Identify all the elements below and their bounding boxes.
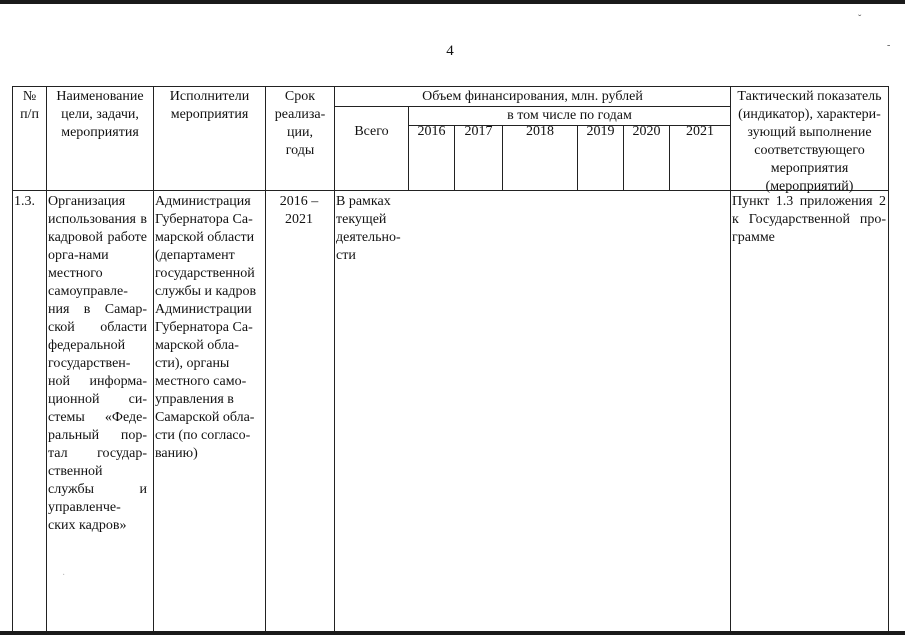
header-term: Срок реализа- ции, годы — [274, 89, 326, 158]
row-term: 2016 – 2021 — [279, 194, 319, 227]
header-indicator: Тактический показатель (индикатор), характери- зующий выполнение соответствующего мероприятия (мероприятий) — [737, 89, 882, 194]
scan-edge-top — [0, 0, 905, 4]
header-by-years: в том числе по годам — [507, 108, 632, 123]
header-total: Всего — [354, 124, 389, 139]
row-indicator: Пункт 1.3 приложения 2 к Государственной про-грамме — [732, 194, 886, 245]
header-year-2020: 2020 — [632, 124, 661, 139]
scan-speck: ˇ — [858, 14, 862, 25]
header-year-2019: 2019 — [586, 124, 615, 139]
header-year-2018: 2018 — [526, 124, 554, 139]
scan-edge-bottom — [0, 631, 905, 635]
header-executors: Исполнители мероприятия — [169, 89, 250, 122]
row-executors: Администрация Губернатора Са-марской области (департамент государственной службы и кадров Администрации Губернатора Са-марской обла-сти), органы местного само-управления в Самарской обла-сти (по согласо-ванию) — [155, 194, 257, 461]
header-year-2021: 2021 — [686, 124, 714, 139]
row-activity-name: Организация использования в кадровой работе орга-нами местного самоуправле-ния в Самар-ской области федеральной государствен-ной информа-ционной си-стемы «Феде-ральный пор-тал государ-ственной службы и управленче-ских кадров» — [48, 194, 147, 533]
scan-speck: - — [887, 40, 891, 51]
header-name: Наименование цели, задачи, мероприятия — [56, 89, 144, 140]
header-number: № п/п — [20, 89, 39, 122]
page-number: 4 — [446, 43, 454, 59]
scan-speck: · — [62, 570, 66, 581]
row-funding-total: В рамках текущей деятельно- сти — [336, 194, 401, 263]
row-number: 1.3. — [14, 194, 35, 209]
header-funding: Объем финансирования, млн. рублей — [422, 89, 643, 104]
header-year-2017: 2017 — [464, 124, 493, 139]
header-year-2016: 2016 — [417, 124, 446, 139]
